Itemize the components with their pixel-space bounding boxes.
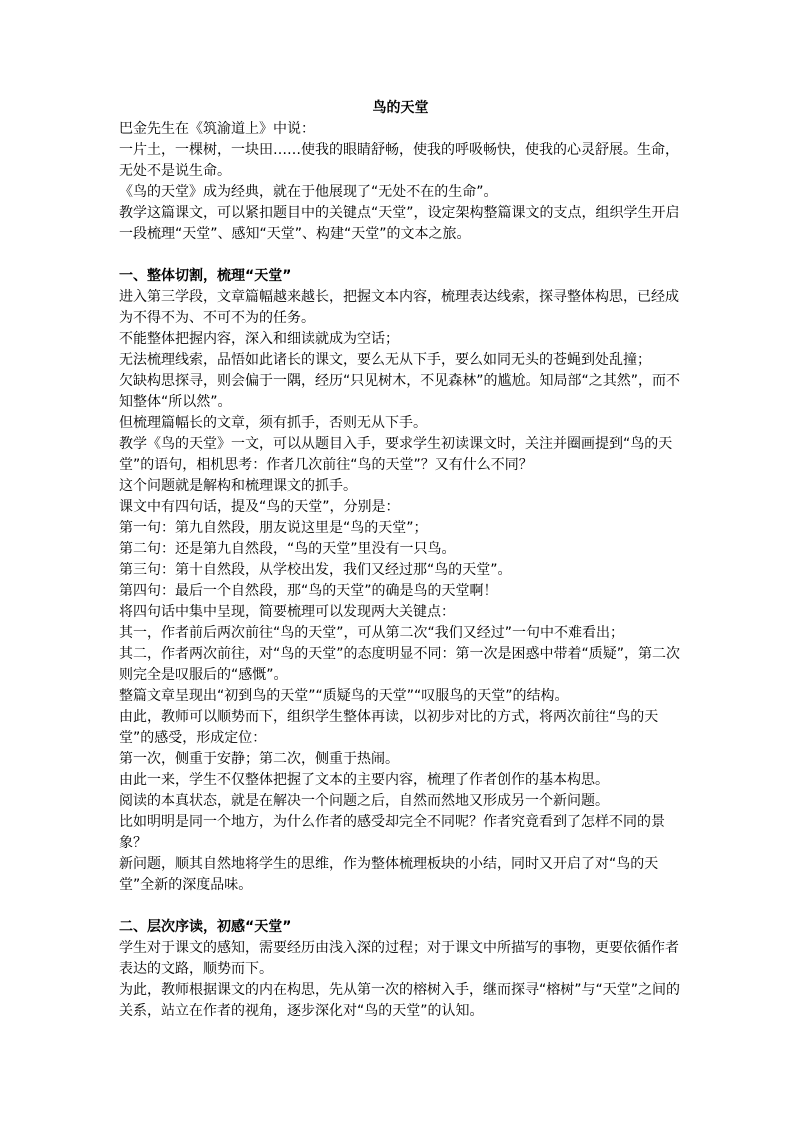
body-paragraph: 其二，作者两次前往，对“鸟的天堂”的态度明显不同：第一次是困惑中带着“质疑”，第二次则完全是叹服后的“感慨”。 xyxy=(119,646,681,683)
blank-line xyxy=(119,245,682,266)
body-paragraph: 无法梳理线索，品悟如此诸长的课文，要么无从下手，要么如同无头的苍蝇到处乱撞； xyxy=(119,352,651,368)
body-paragraph: 这个问题就是解构和梳理课文的抓手。 xyxy=(119,478,357,494)
body-paragraph: 由此一来，学生不仅整体把握了文本的主要内容，梳理了作者创作的基本构思。 xyxy=(119,772,609,788)
body-paragraph: 将四句话中集中呈现，简要梳理可以发现两大关键点： xyxy=(119,604,455,620)
body-paragraph: 其一，作者前后两次前往“鸟的天堂”，可从第二次“我们又经过”一句中不难看出； xyxy=(119,625,625,641)
intro-paragraph: 《鸟的天堂》成为经典，就在于他展现了“无处不在的生命”。 xyxy=(119,184,498,200)
section-heading: 一、整体切割，梳理“天堂” xyxy=(119,268,292,284)
intro-paragraph: 一片土，一棵树，一块田……使我的眼睛舒畅，使我的呼吸畅快，使我的心灵舒展。生命，无处不是说生命。 xyxy=(119,142,679,179)
body-paragraph: 整篇文章呈现出“初到鸟的天堂”“质疑鸟的天堂”“叹服鸟的天堂”的结构。 xyxy=(119,688,569,704)
body-paragraph: 由此，教师可以顺势而下，组织学生整体再读，以初步对比的方式，将两次前往“鸟的天堂”的感受，形成定位： xyxy=(119,709,659,746)
intro-paragraph: 教学这篇课文，可以紧扣题目中的关键点“天堂”，设定架构整篇课文的支点，组织学生开启一段梳理“天堂”、感知“天堂”、构建“天堂”的文本之旅。 xyxy=(119,205,680,242)
body-paragraph: 第三句：第十自然段，从学校出发，我们又经过那“鸟的天堂”。 xyxy=(119,562,512,578)
body-paragraph: 为此，教师根据课文的内在构思，先从第一次的榕树入手，继而探寻“榕树”与“天堂”之间的关系，站立在作者的视角，逐步深化对“鸟的天堂”的认知。 xyxy=(119,982,681,1019)
section-1 xyxy=(119,266,682,896)
blank-line xyxy=(119,896,682,917)
body-paragraph: 教学《鸟的天堂》一文，可以从题目入手，要求学生初读课文时，关注并圈画提到“鸟的天堂”的语句，相机思考：作者几次前往“鸟的天堂”？又有什么不同？ xyxy=(119,436,673,473)
body-paragraph: 学生对于课文的感知，需要经历由浅入深的过程；对于课文中所描写的事物，更要依循作者表达的文路，顺势而下。 xyxy=(119,940,679,977)
document-title: 鸟的天堂 xyxy=(372,100,429,116)
body-paragraph: 第四句：最后一个自然段，那“鸟的天堂”的确是鸟的天堂啊！ xyxy=(119,583,498,599)
body-paragraph: 阅读的本真状态，就是在解决一个问题之后，自然而然地又形成另一个新问题。 xyxy=(119,793,609,809)
section-2 xyxy=(119,917,682,1022)
section-heading: 二、层次序读，初感“天堂” xyxy=(119,919,292,935)
body-paragraph: 课文中有四句话，提及“鸟的天堂”，分别是： xyxy=(119,499,400,515)
body-paragraph: 进入第三学段，文章篇幅越来越长，把握文本内容，梳理表达线索，探寻整体构思，已经成为不得不为、不可不为的任务。 xyxy=(119,289,679,326)
body-paragraph: 第一次，侧重于安静；第二次，侧重于热闹。 xyxy=(119,751,399,767)
intro-block xyxy=(119,119,682,245)
body-paragraph: 第一句：第九自然段，朋友说这里是“鸟的天堂”； xyxy=(119,520,428,536)
intro-paragraph: 巴金先生在《筑渝道上》中说： xyxy=(119,121,315,137)
body-paragraph: 新问题，顺其自然地将学生的思维，作为整体梳理板块的小结，同时又开启了对“鸟的天堂”全新的深度品味。 xyxy=(119,856,659,893)
body-paragraph: 第二句：还是第九自然段，“鸟的天堂”里没有一只鸟。 xyxy=(119,541,456,557)
body-paragraph: 比如明明是同一个地方，为什么作者的感受却完全不同呢？作者究竟看到了怎样不同的景象？ xyxy=(119,814,665,851)
body-paragraph: 不能整体把握内容，深入和细读就成为空话； xyxy=(119,331,399,347)
body-paragraph: 欠缺构思探寻，则会偏于一隅，经历“只见树木，不见森林”的尴尬。知局部“之其然”，而不知整体“所以然”。 xyxy=(119,373,681,410)
body-paragraph: 但梳理篇幅长的文章，须有抓手，否则无从下手。 xyxy=(119,415,427,431)
